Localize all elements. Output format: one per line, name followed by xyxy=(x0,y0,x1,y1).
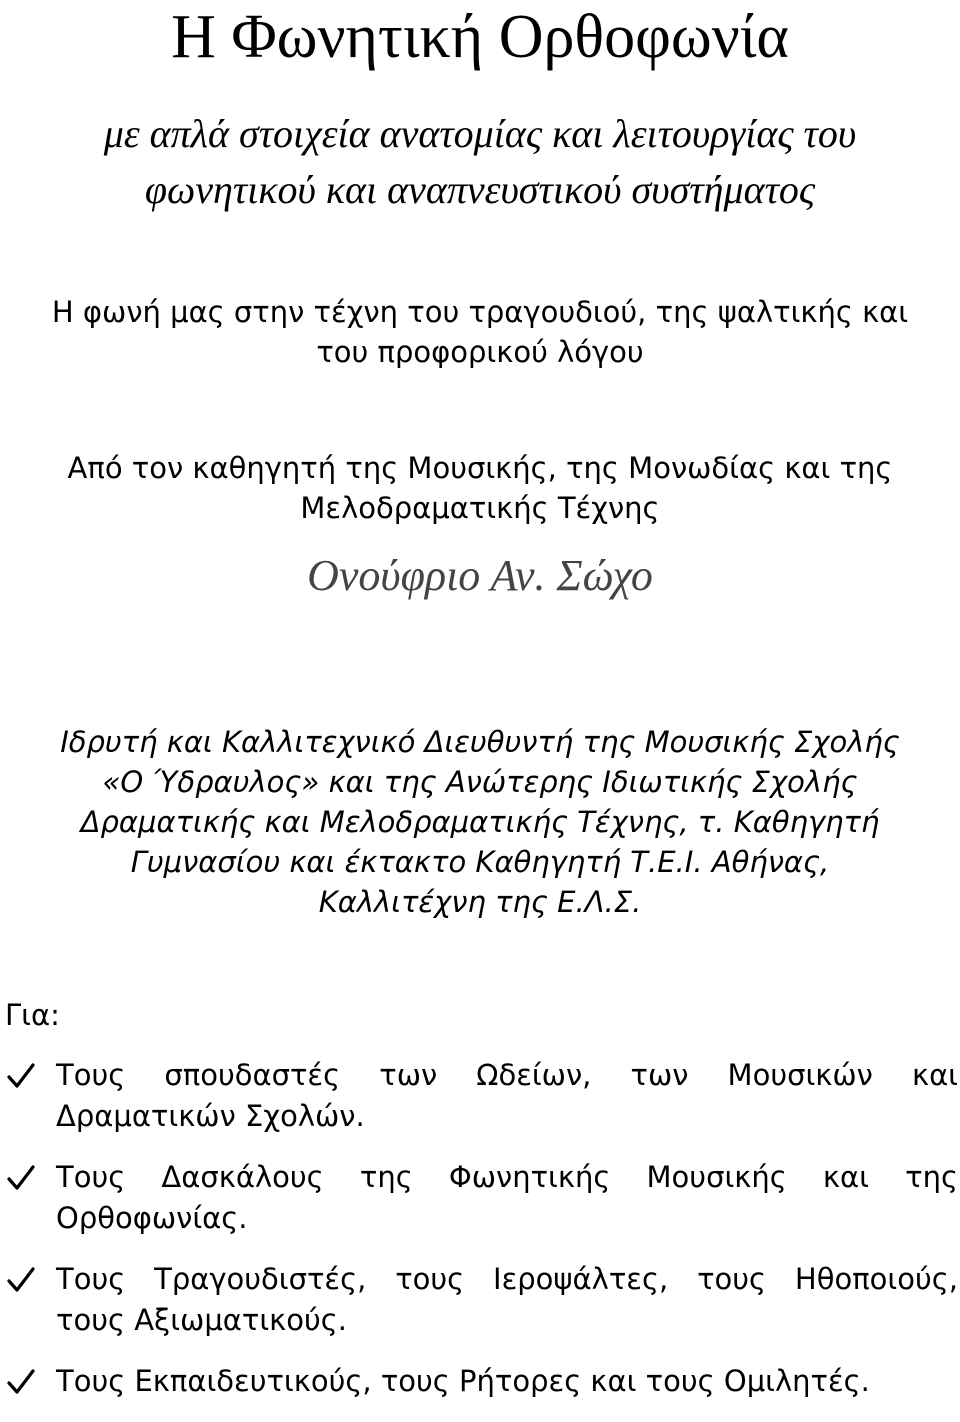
document-subtitle xyxy=(0,106,960,218)
bio-line: Καλλιτέχνη της Ε.Λ.Σ. xyxy=(318,885,642,919)
checkmark-icon xyxy=(6,1367,36,1397)
list-item xyxy=(0,1055,960,1137)
checkmark-icon xyxy=(6,1265,36,1295)
audience-list xyxy=(0,1055,960,1422)
voice-description xyxy=(0,292,960,372)
list-item-line: Ορθοφωνίας. xyxy=(56,1201,248,1235)
subtitle-line: με απλά στοιχεία ανατομίας και λειτουργίας του xyxy=(103,111,857,156)
bio-line: «Ο Ύδραυλος» και της Ανώτερης Ιδιωτικής Σχολής xyxy=(102,765,858,799)
list-item-line: Δραματικών Σχολών. xyxy=(56,1099,365,1133)
bio-line: Ιδρυτή και Καλλιτεχνικό Διευθυντή της Μουσικής Σχολής xyxy=(60,725,900,759)
professor-line: Μελοδραματικής Τέχνης xyxy=(300,491,660,525)
author-bio xyxy=(0,722,960,922)
list-item-line: Τους σπουδαστές των Ωδείων, των Μουσικών και xyxy=(56,1058,958,1092)
list-item-line: Τους Δασκάλους της Φωνητικής Μουσικής και της xyxy=(56,1160,958,1194)
list-item xyxy=(0,1157,960,1239)
list-item-line: Τους Τραγουδιστές, τους Ιεροψάλτες, τους Ηθοποιούς, xyxy=(56,1262,958,1296)
professor-line: Από τον καθηγητή της Μουσικής, της Μονωδίας και της xyxy=(67,451,893,485)
voice-line: του προφορικού λόγου xyxy=(316,335,644,369)
audience-heading: Για: xyxy=(5,998,60,1032)
list-item xyxy=(0,1361,960,1402)
author-name: Ονούφριο Αν. Σώχο xyxy=(307,551,653,600)
voice-line: Η φωνή μας στην τέχνη του τραγουδιού, της ψαλτικής και xyxy=(51,295,909,329)
professor-description xyxy=(0,448,960,528)
bio-line: Γυμνασίου και έκτακτο Καθηγητή Τ.Ε.Ι. Αθήνας, xyxy=(130,845,830,879)
checkmark-icon xyxy=(6,1163,36,1193)
list-item-line: τους Αξιωματικούς. xyxy=(56,1303,348,1337)
subtitle-line: φωνητικού και αναπνευστικού συστήματος xyxy=(144,167,816,212)
checkmark-icon xyxy=(6,1061,36,1091)
document-title: Η Φωνητική Ορθοφωνία xyxy=(171,3,789,71)
list-item-line: Τους Εκπαιδευτικούς, τους Ρήτορες και τους Ομιλητές. xyxy=(56,1364,870,1398)
bio-line: Δραματικής και Μελοδραματικής Τέχνης, τ. Καθηγητή xyxy=(80,805,880,839)
list-item xyxy=(0,1259,960,1341)
